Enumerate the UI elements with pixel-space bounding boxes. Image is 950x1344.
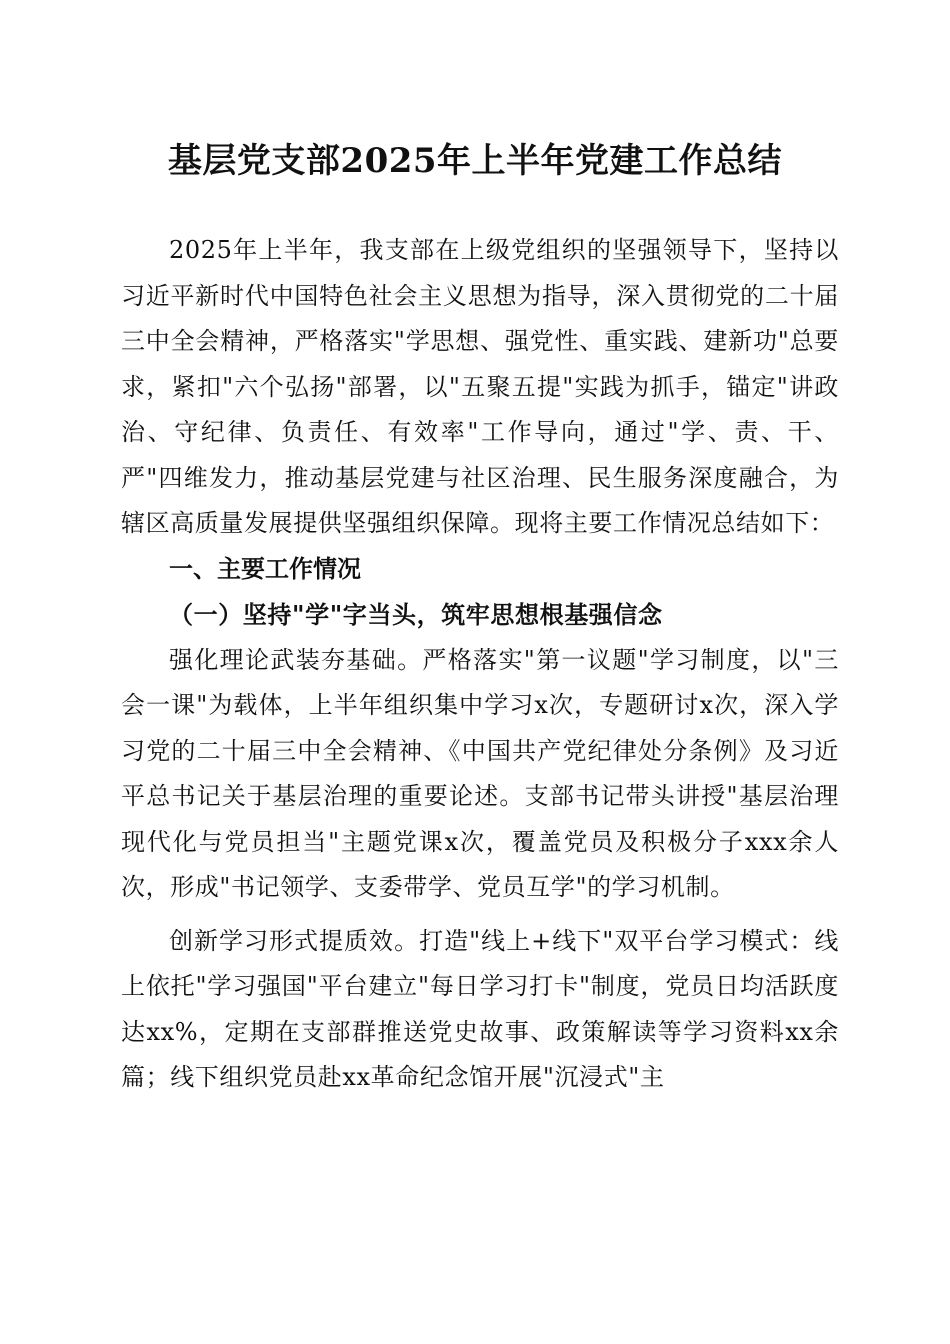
section-heading: 一、主要工作情况 <box>169 554 361 583</box>
intro-paragraph: 2025年上半年，我支部在上级党组织的坚强领导下，坚持以习近平新时代中国特色社会主义思想为指导，深入贯彻党的二十届三中全会精神，严格落实"学思想、强党性、重实践、建新功"总要求，紧扣"六个弘扬"部署，以"五聚五提"实践为抓手，锚定"讲政治、守纪律、负责任、有效率"工作导向，通过"学、责、干、严"四维发力，推动基层党建与社区治理、民生服务深度融合，为辖区高质量发展提供坚强组织保障。现将主要工作情况总结如下： <box>121 236 839 537</box>
body-paragraph-1: 强化理论武装夯基础。严格落实"第一议题"学习制度，以"三会一课"为载体，上半年组织集中学习x次，专题研讨x次，深入学习党的二十届三中全会精神、《中国共产党纪律处分条例》及习近平总书记关于基层治理的重要论述。支部书记带头讲授"基层治理现代化与党员担当"主题党课x次，覆盖党员及积极分子xxx余人次，形成"书记领学、支委带学、党员互学"的学习机制。 <box>121 645 839 901</box>
body-paragraph-2: 创新学习形式提质效。打造"线上+线下"双平台学习模式：线上依托"学习强国"平台建立"每日学习打卡"制度，党员日均活跃度达xx%，定期在支部群推送党史故事、政策解读等学习资料xx余篇；线下组织党员赴xx革命纪念馆开展"沉浸式"主 <box>121 926 839 1091</box>
paragraph-spacer <box>121 911 839 919</box>
document-title: 基层党支部2025年上半年党建工作总结 <box>167 141 783 181</box>
document-body <box>121 228 839 1101</box>
subsection-heading: （一）坚持"学"字当头，筑牢思想根基强信念 <box>169 600 663 629</box>
